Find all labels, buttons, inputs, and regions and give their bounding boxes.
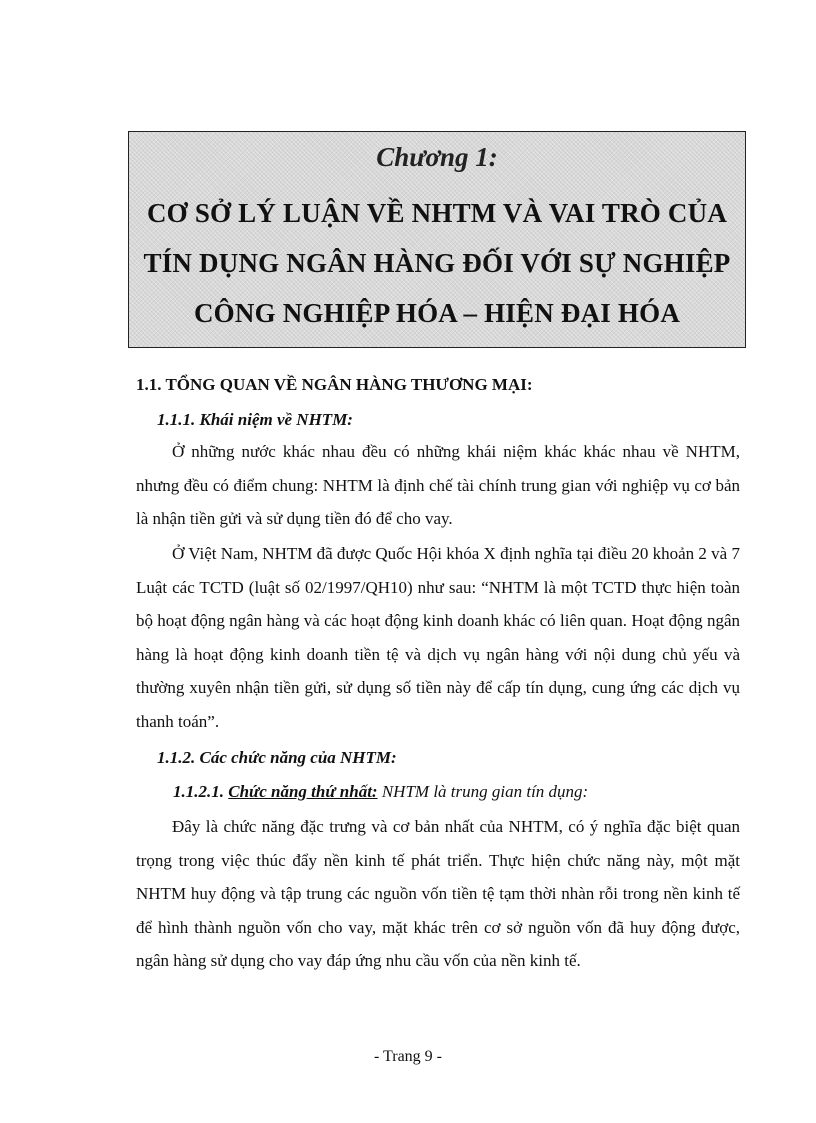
chapter-label: Chương 1:: [376, 142, 498, 172]
paragraph-2: Ở Việt Nam, NHTM đã được Quốc Hội khóa X định nghĩa tại điều 20 khoản 2 và 7 Luật các TCTD (luật số 02/1997/QH10) như sau: “NHTM là một TCTD thực hiện toàn bộ hoạt động ngân hàng và các hoạt động kinh doanh khác có liên quan. Hoạt động ngân hàng là hoạt động kinh doanh tiền tệ và dịch vụ ngân hàng với nội dung chủ yếu và thường xuyên nhận tiền gửi, sử dụng số tiền này để cấp tín dụng, cung ứng các dịch vụ thanh toán”.: [136, 544, 740, 731]
subsection-rest: NHTM là trung gian tín dụng:: [381, 782, 589, 801]
section-heading-1-1: 1.1. TỔNG QUAN VỀ NGÂN HÀNG THƯƠNG MẠI:: [136, 375, 533, 394]
paragraph-1: Ở những nước khác nhau đều có những khái niệm khác khác nhau về NHTM, nhưng đều có điểm chung: NHTM là định chế tài chính trung gian với nghiệp vụ cơ bản là nhận tiền gửi và sử dụng tiền đó để cho vay.: [136, 442, 740, 528]
chapter-title-line-1: CƠ SỞ LÝ LUẬN VỀ NHTM VÀ VAI TRÒ CỦA: [146, 198, 728, 228]
chapter-title-line-3: CÔNG NGHIỆP HÓA – HIỆN ĐẠI HÓA: [193, 298, 681, 328]
section-heading-1-1-1: 1.1.1. Khái niệm về NHTM:: [157, 410, 353, 429]
page-number-footer: - Trang 9 -: [373, 1048, 442, 1065]
subsection-emphasis: Chức năng thứ nhất:: [228, 782, 378, 801]
chapter-title: [129, 188, 745, 338]
subsection-number: 1.1.2.1.: [173, 782, 224, 801]
chapter-heading-box: [128, 131, 746, 348]
section-heading-1-1-2-1: [173, 780, 740, 804]
section-heading-1-1-2: 1.1.2. Các chức năng của NHTM:: [157, 748, 397, 767]
paragraph-3: Đây là chức năng đặc trưng và cơ bản nhất của NHTM, có ý nghĩa đặc biệt quan trọng trong việc thúc đẩy nền kinh tế phát triển. Thực hiện chức năng này, một mặt NHTM huy động và tập trung các nguồn vốn tiền tệ tạm thời nhàn rỗi trong nền kinh tế để hình thành nguồn vốn cho vay, mặt khác trên cơ sở nguồn vốn đã huy động được, ngân hàng sử dụng cho vay đáp ứng nhu cầu vốn của nền kinh tế.: [136, 817, 740, 970]
chapter-title-line-2: TÍN DỤNG NGÂN HÀNG ĐỐI VỚI SỰ NGHIỆP: [143, 248, 731, 278]
